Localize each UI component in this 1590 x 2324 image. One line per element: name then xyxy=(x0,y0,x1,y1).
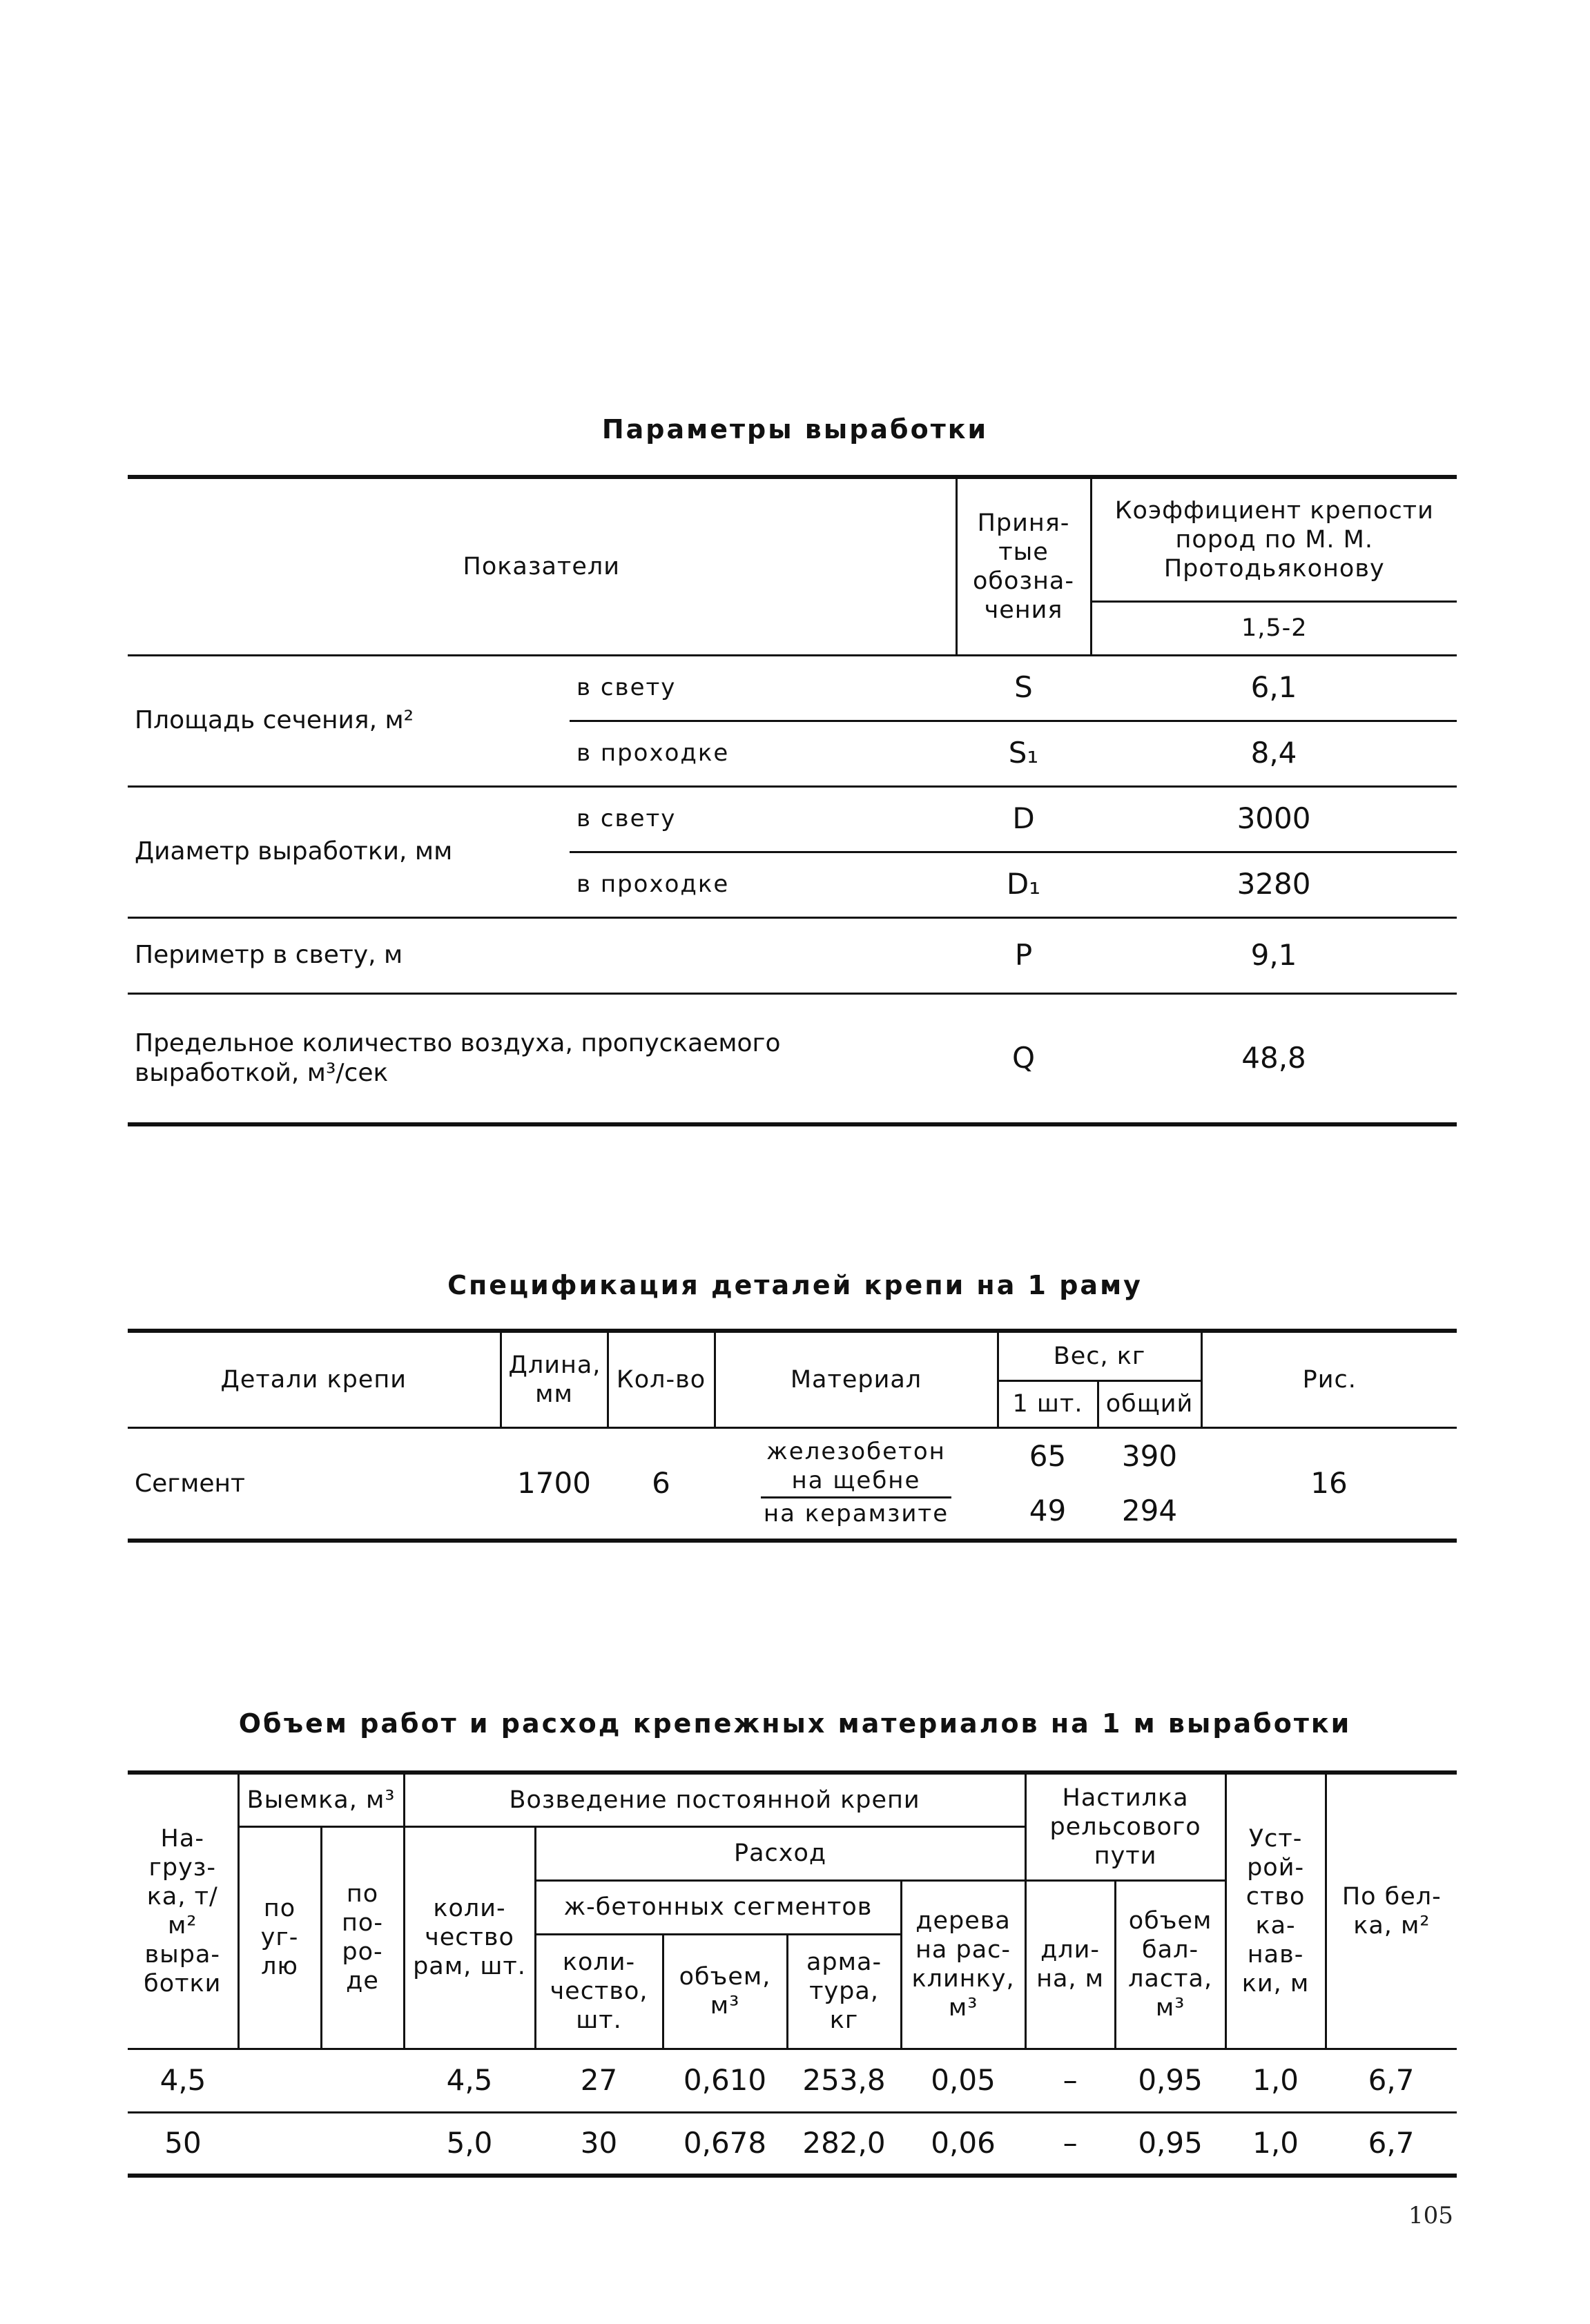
row-perimeter-sym: P xyxy=(1014,937,1033,972)
segment-qty: 6 xyxy=(652,1466,670,1501)
h-details: Детали крепи xyxy=(128,1331,501,1427)
h3-segments: ж-бетонных сегментов xyxy=(535,1880,901,1934)
h3-wood: дерева на рас-клинку, м³ xyxy=(901,1880,1025,2049)
table3-title: Объем работ и расход крепежных материалов на 1 м выработки xyxy=(238,1708,1352,1739)
row-area-pass-sub: в проходке xyxy=(576,739,730,768)
h3-load: На-груз-ка, т/м² выра-ботки xyxy=(128,1773,238,2049)
header-coefficient-value: 1,5-2 xyxy=(1091,601,1457,655)
h3-by-coal: по уг-лю xyxy=(238,1826,321,2049)
header-indicators: Показатели xyxy=(128,477,956,655)
h-weight: Вес, кг xyxy=(998,1331,1201,1380)
h-per-piece: 1 шт. xyxy=(998,1380,1098,1427)
segment-fig: 16 xyxy=(1310,1466,1348,1501)
row-airflow-label: Предельное количество воздуха, пропускаемого выработкой, м³/сек xyxy=(135,1029,781,1088)
page-number: 105 xyxy=(1408,2202,1453,2229)
h-fig: Рис. xyxy=(1201,1331,1457,1427)
r2-coal xyxy=(238,2112,321,2176)
h3-erection: Возведение постоянной крепи xyxy=(404,1773,1025,1826)
row-perimeter-label: Периметр в свету, м xyxy=(135,941,403,970)
weight-gravel: 65 xyxy=(1029,1438,1067,1473)
r1-frames: 4,5 xyxy=(446,2062,493,2097)
material-variants xyxy=(761,1465,951,1530)
row-perimeter-val: 9,1 xyxy=(1250,937,1297,972)
r2-rock xyxy=(321,2112,404,2176)
h-total: общий xyxy=(1098,1380,1201,1427)
row-area-pass-sym: S₁ xyxy=(1008,736,1039,770)
r2-rebar: 282,0 xyxy=(802,2126,886,2160)
h3-track: Настилка рельсового пути xyxy=(1025,1773,1225,1880)
r1-wood: 0,05 xyxy=(931,2062,996,2097)
r2-ballast: 0,95 xyxy=(1138,2126,1203,2160)
weight-claydite: 49 xyxy=(1029,1494,1067,1528)
h3-consumption: Расход xyxy=(535,1826,1025,1880)
row-area-pass-val: 8,4 xyxy=(1250,736,1297,770)
r2-seg-vol: 0,678 xyxy=(683,2126,767,2160)
row-diam-clear-val: 3000 xyxy=(1237,801,1311,836)
material-name: железобетон xyxy=(766,1437,946,1465)
row-area-clear-val: 6,1 xyxy=(1250,670,1297,705)
row-area-clear-sub: в свету xyxy=(576,674,677,702)
h3-seg-rebar: арма-тура, кг xyxy=(787,1934,901,2049)
h3-ballast: объем бал-ласта, м³ xyxy=(1115,1880,1225,2049)
h-qty: Кол-во xyxy=(608,1331,715,1427)
h-material: Материал xyxy=(715,1331,998,1427)
r2-whitewash: 6,7 xyxy=(1368,2126,1415,2160)
r1-coal xyxy=(238,2049,321,2112)
r1-ballast: 0,95 xyxy=(1138,2062,1203,2097)
r1-load: 4,5 xyxy=(159,2062,206,2097)
r1-ditch: 1,0 xyxy=(1252,2062,1299,2097)
row-diameter-label: Диаметр выработки, мм xyxy=(128,786,570,917)
header-designations: Приня-тые обозна-чения xyxy=(956,477,1091,655)
r2-frames: 5,0 xyxy=(446,2126,493,2160)
r1-seg-qty: 27 xyxy=(580,2062,618,2097)
work-volume-table xyxy=(128,1770,1457,2178)
r1-rebar: 253,8 xyxy=(802,2062,886,2097)
row-diam-clear-sym: D xyxy=(1012,801,1035,836)
h3-seg-vol: объем, м³ xyxy=(663,1934,787,2049)
total-gravel: 390 xyxy=(1121,1438,1178,1473)
parameters-table xyxy=(128,475,1457,1126)
row-area-clear-sym: S xyxy=(1014,670,1033,705)
segment-material xyxy=(715,1427,998,1541)
material-claydite: на керамзите xyxy=(763,1500,949,1528)
r2-seg-qty: 30 xyxy=(580,2126,618,2160)
table2-title: Спецификация деталей крепи на 1 раму xyxy=(447,1270,1143,1300)
h3-by-rock: по по-ро-де xyxy=(321,1826,404,2049)
r2-ditch: 1,0 xyxy=(1252,2126,1299,2160)
r1-track-length: – xyxy=(1063,2062,1078,2097)
h3-track-length: дли-на, м xyxy=(1025,1880,1115,2049)
row-diam-pass-sym: D₁ xyxy=(1006,867,1041,901)
h3-frames: коли-чество рам, шт. xyxy=(404,1826,535,2049)
total-claydite: 294 xyxy=(1121,1494,1178,1528)
row-airflow-sym: Q xyxy=(1011,1041,1036,1075)
h3-ditch: Уст-рой-ство ка-нав-ки, м xyxy=(1225,1773,1326,2049)
r2-track-length: – xyxy=(1063,2126,1078,2160)
r1-whitewash: 6,7 xyxy=(1368,2062,1415,2097)
row-diam-clear-sub: в свету xyxy=(576,805,677,833)
r1-seg-vol: 0,610 xyxy=(683,2062,767,2097)
row-area-label: Площадь сечения, м² xyxy=(128,655,570,786)
h3-whitewash: По бел-ка, м² xyxy=(1326,1773,1457,2049)
r1-rock xyxy=(321,2049,404,2112)
material-gravel: на щебне xyxy=(761,1465,951,1498)
header-coefficient: Коэффициент крепости пород по М. М. Протодьяконову xyxy=(1091,477,1457,601)
h3-seg-qty: коли-чество, шт. xyxy=(535,1934,663,2049)
h3-excavation: Выемка, м³ xyxy=(238,1773,404,1826)
segment-length: 1700 xyxy=(517,1466,591,1501)
support-spec-table xyxy=(128,1329,1457,1543)
r2-load: 50 xyxy=(164,2126,202,2160)
row-diam-pass-val: 3280 xyxy=(1237,867,1311,901)
h-length: Длина, мм xyxy=(501,1331,608,1427)
row-segment: Сегмент xyxy=(135,1469,246,1498)
row-airflow-val: 48,8 xyxy=(1241,1041,1306,1075)
table1-title: Параметры выработки xyxy=(601,414,989,445)
r2-wood: 0,06 xyxy=(931,2126,996,2160)
row-diam-pass-sub: в проходке xyxy=(576,870,730,899)
